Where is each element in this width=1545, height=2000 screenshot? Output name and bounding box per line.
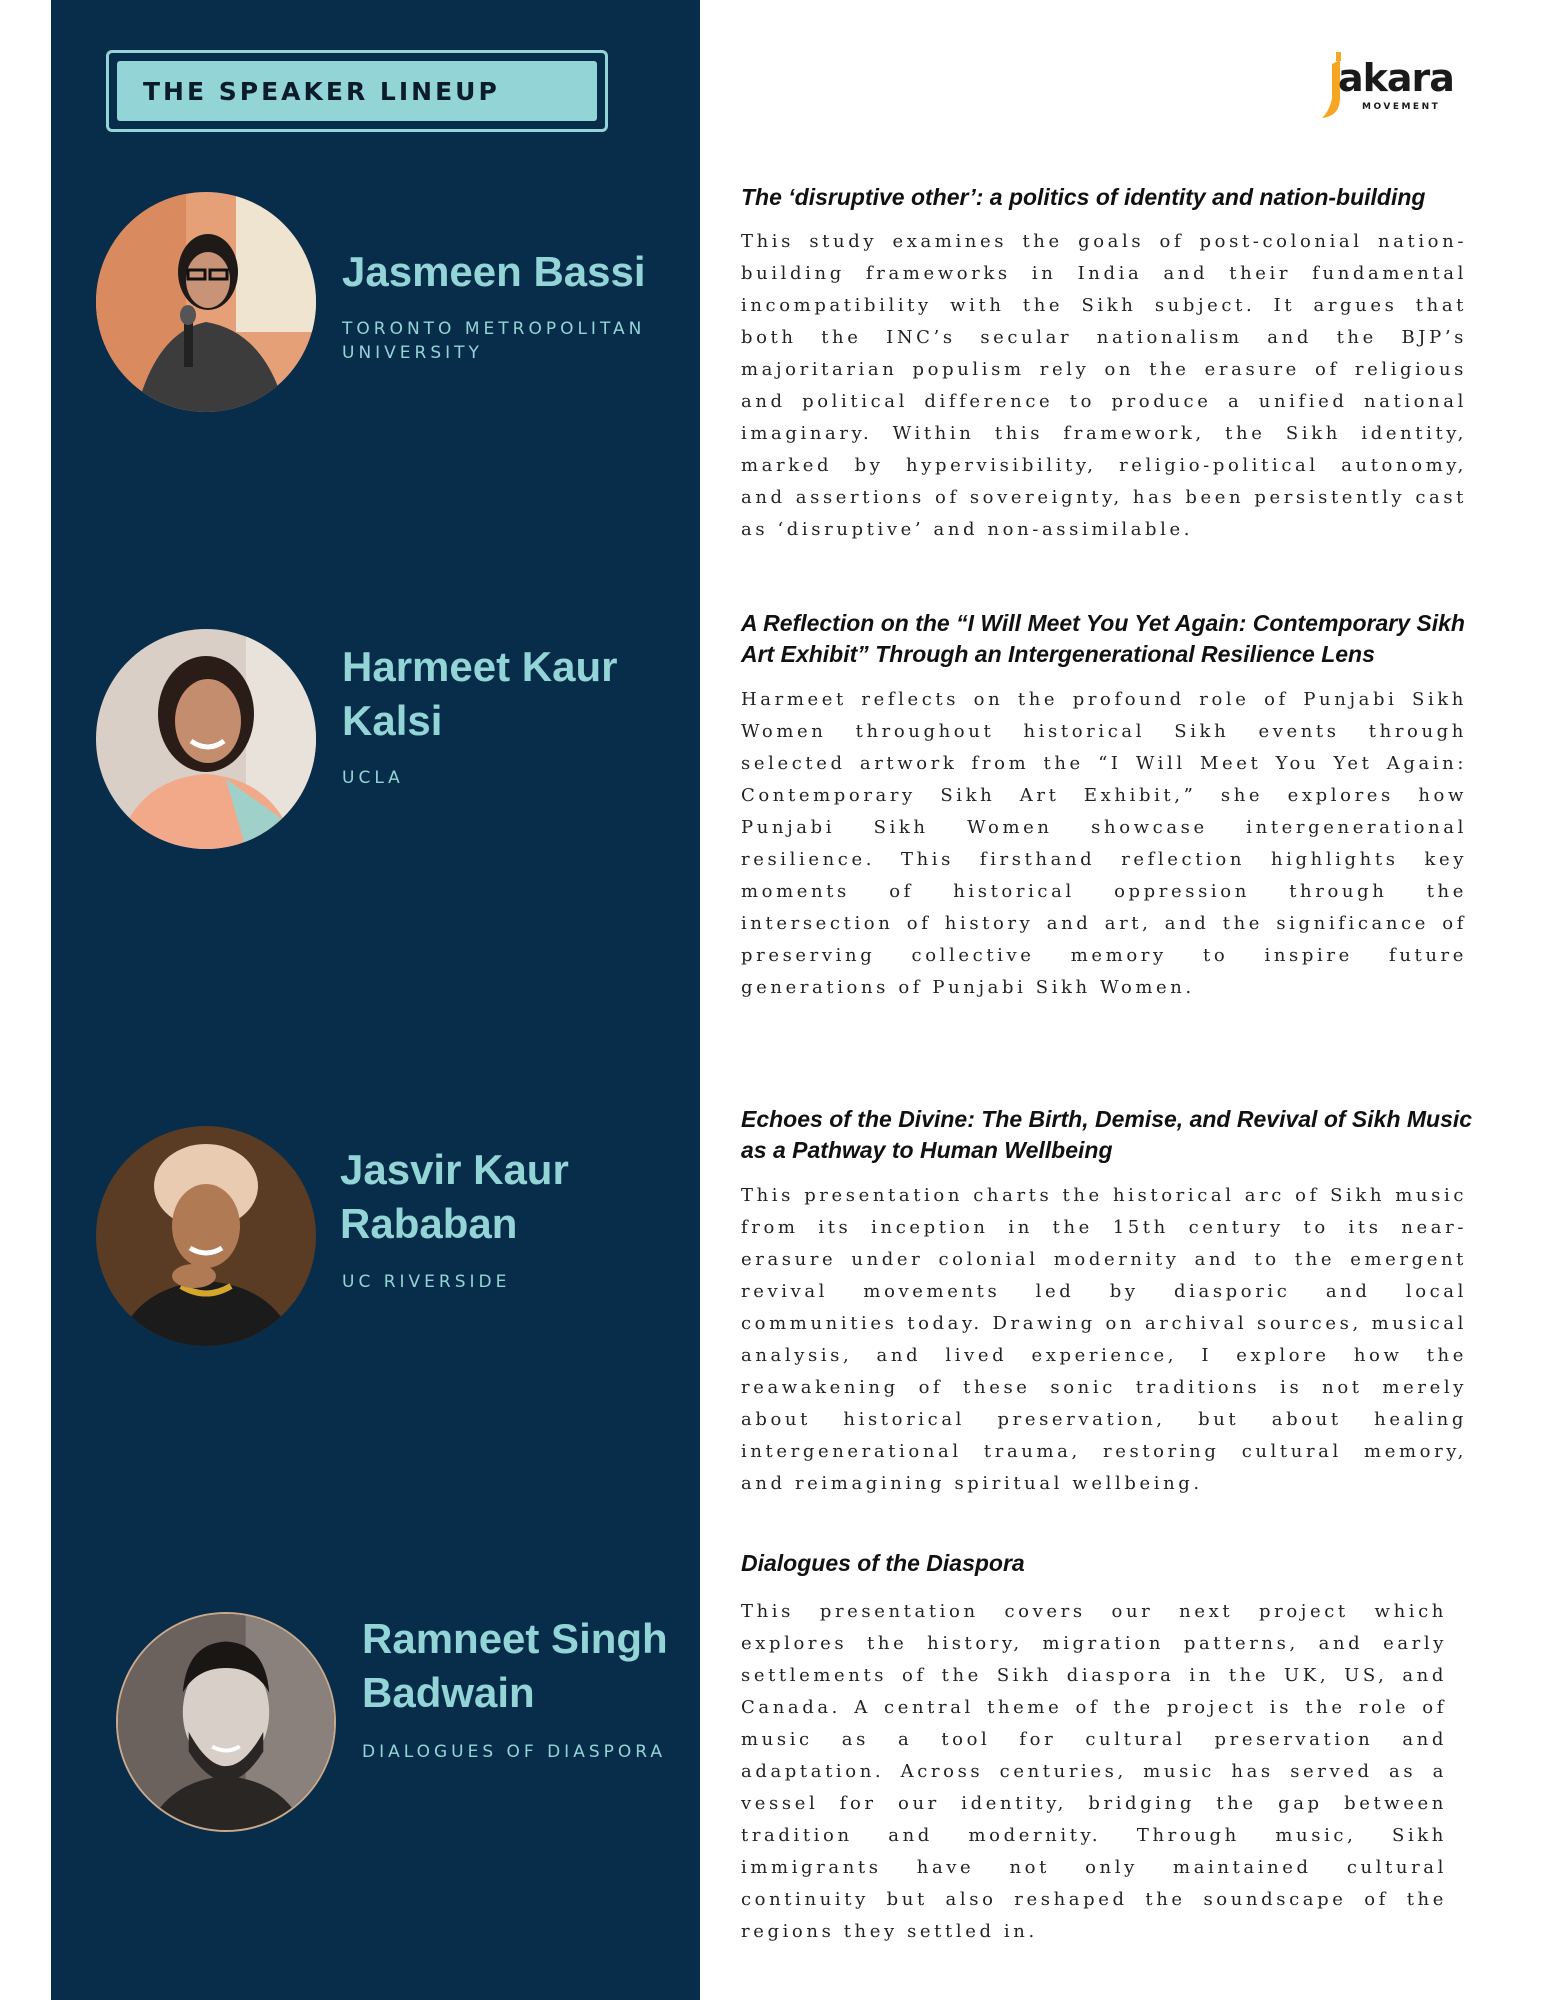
speaker-photo-ramneet-singh-badwain xyxy=(116,1612,336,1832)
speaker-name: Harmeet Kaur Kalsi xyxy=(342,643,618,744)
speaker-photo-jasvir-kaur-rababan xyxy=(96,1126,316,1346)
speaker-affiliation: UCLA xyxy=(342,768,404,788)
speaker-photo-jasmeen-bassi xyxy=(96,192,316,412)
talk-title: A Reflection on the “I Will Meet You Yet Again: Contemporary Sikh Art Exhibit” Through an Intergenerational Resilience Lens xyxy=(741,610,1465,667)
speaker-name: Jasmeen Bassi xyxy=(342,248,646,295)
talk-title: The ‘disruptive other’: a politics of identity and nation-building xyxy=(741,184,1426,210)
talk-description: This study examines the goals of post-colonial nation-building frameworks in India and their fundamental incompatibility with the Sikh subject. It argues that both the INC’s secular nationalism and the BJP’s majoritarian populism rely on the erasure of religious and political difference to produce a unified national imaginary. Within this framework, the Sikh identity, marked by hypervisibility, religio-political autonomy, and assertions of sovereignty, has been persistently cast as ‘disruptive’ and non-assimilable. xyxy=(741,231,1467,540)
speaker-affiliation: UC RIVERSIDE xyxy=(342,1272,511,1292)
title-frame xyxy=(106,50,608,132)
speaker-photo-harmeet-kaur-kalsi xyxy=(96,629,316,849)
talk-description: Harmeet reflects on the profound role of Punjabi Sikh Women throughout historical Sikh events through selected artwork from the “I Will Meet You Yet Again: Contemporary Sikh Art Exhibit,” she explores how Punjabi Sikh Women showcase intergenerational resilience. This firsthand reflection highlights key moments of historical oppression through the intersection of history and art, and the significance of preserving collective memory to inspire future generations of Punjabi Sikh Women. xyxy=(741,689,1467,998)
page-title: THE SPEAKER LINEUP xyxy=(117,61,597,121)
speaker-affiliation: DIALOGUES OF DIASPORA xyxy=(362,1742,667,1762)
jakara-logo xyxy=(1314,50,1474,122)
talk-description: This presentation covers our next project which explores the history, migration patterns, and early settlements of the Sikh diaspora in the UK, US, and Canada. A central theme of the project is the role of music as a tool for cultural preservation and adaptation. Across centuries, music has served as a vessel for our identity, bridging the gap between tradition and modernity. Through music, Sikh immigrants have not only maintained cultural continuity but also reshaped the soundscape of the regions they settled in. xyxy=(741,1601,1447,1942)
logo-tagline: MOVEMENT xyxy=(1362,102,1441,112)
talk-title: Dialogues of the Diaspora xyxy=(741,1550,1025,1576)
talk-title: Echoes of the Divine: The Birth, Demise, and Revival of Sikh Music as a Pathway to Human Wellbeing xyxy=(741,1106,1473,1163)
speaker-affiliation: TORONTO METROPOLITAN UNIVERSITY xyxy=(342,319,646,363)
logo-wordmark: akara xyxy=(1338,56,1454,100)
talk-description: This presentation charts the historical arc of Sikh music from its inception in the 15th century to its near-erasure under colonial modernity and to the emergent revival movements led by diasporic and local communities today. Drawing on archival sources, musical analysis, and lived experience, I explore how the reawakening of these sonic traditions is not merely about historical preservation, but about healing intergenerational trauma, restoring cultural memory, and reimagining spiritual wellbeing. xyxy=(741,1185,1467,1494)
speaker-name: Jasvir Kaur Rababan xyxy=(340,1146,569,1247)
speaker-name: Ramneet Singh Badwain xyxy=(362,1615,668,1716)
